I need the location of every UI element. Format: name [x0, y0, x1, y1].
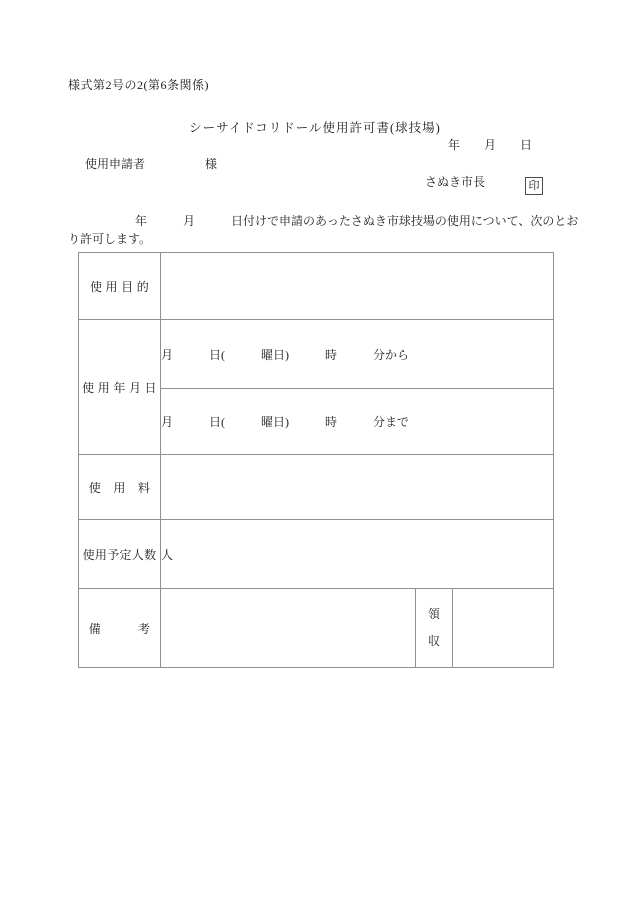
fee-label: 使 用 料: [88, 480, 151, 495]
people-row: [79, 520, 554, 589]
use-date-from-cell: 月 日( 曜日) 時 分から: [161, 320, 554, 389]
remarks-label: 備 考: [88, 621, 151, 636]
purpose-row: [79, 253, 554, 320]
remarks-value-cell: [161, 589, 416, 668]
issue-date-line: 年 月 日: [448, 138, 533, 152]
people-value-cell: 人: [161, 520, 554, 589]
mayor-label: さぬき市長: [425, 175, 486, 189]
permit-table: [78, 252, 554, 668]
applicant-line: 使用申請者 様: [85, 157, 218, 171]
people-label: 使用予定人数: [82, 547, 157, 562]
document-title: シーサイドコリドール使用許可書(球技場): [189, 121, 441, 135]
people-label-cell: [79, 520, 161, 589]
purpose-label-cell: [79, 253, 161, 320]
form-number: 様式第2号の2(第6条関係): [68, 78, 209, 92]
remarks-row: [79, 589, 554, 668]
remarks-label-cell: [79, 589, 161, 668]
receipt-value-cell: [453, 589, 554, 668]
purpose-value-cell: [161, 253, 554, 320]
receipt-label: 領収: [427, 607, 440, 648]
fee-value-cell: [161, 455, 554, 520]
receipt-label-cell: [416, 589, 453, 668]
permission-statement-line1: 年 月 日付けで申請のあったさぬき市球技場の使用について、次のとお: [135, 214, 579, 228]
use-date-from-row: [79, 320, 554, 389]
use-date-label: 使 用 年 月 日: [82, 380, 157, 395]
fee-row: [79, 455, 554, 520]
use-date-label-cell: [79, 320, 161, 455]
permission-statement: [68, 212, 588, 248]
seal-stamp-box: 印: [525, 177, 543, 195]
permission-statement-line2: り許可します。: [68, 232, 152, 246]
mayor-signature-line: [425, 173, 543, 195]
use-date-to-cell: 月 日( 曜日) 時 分まで: [161, 389, 554, 455]
fee-label-cell: [79, 455, 161, 520]
purpose-label: 使 用 目 的: [89, 279, 150, 294]
